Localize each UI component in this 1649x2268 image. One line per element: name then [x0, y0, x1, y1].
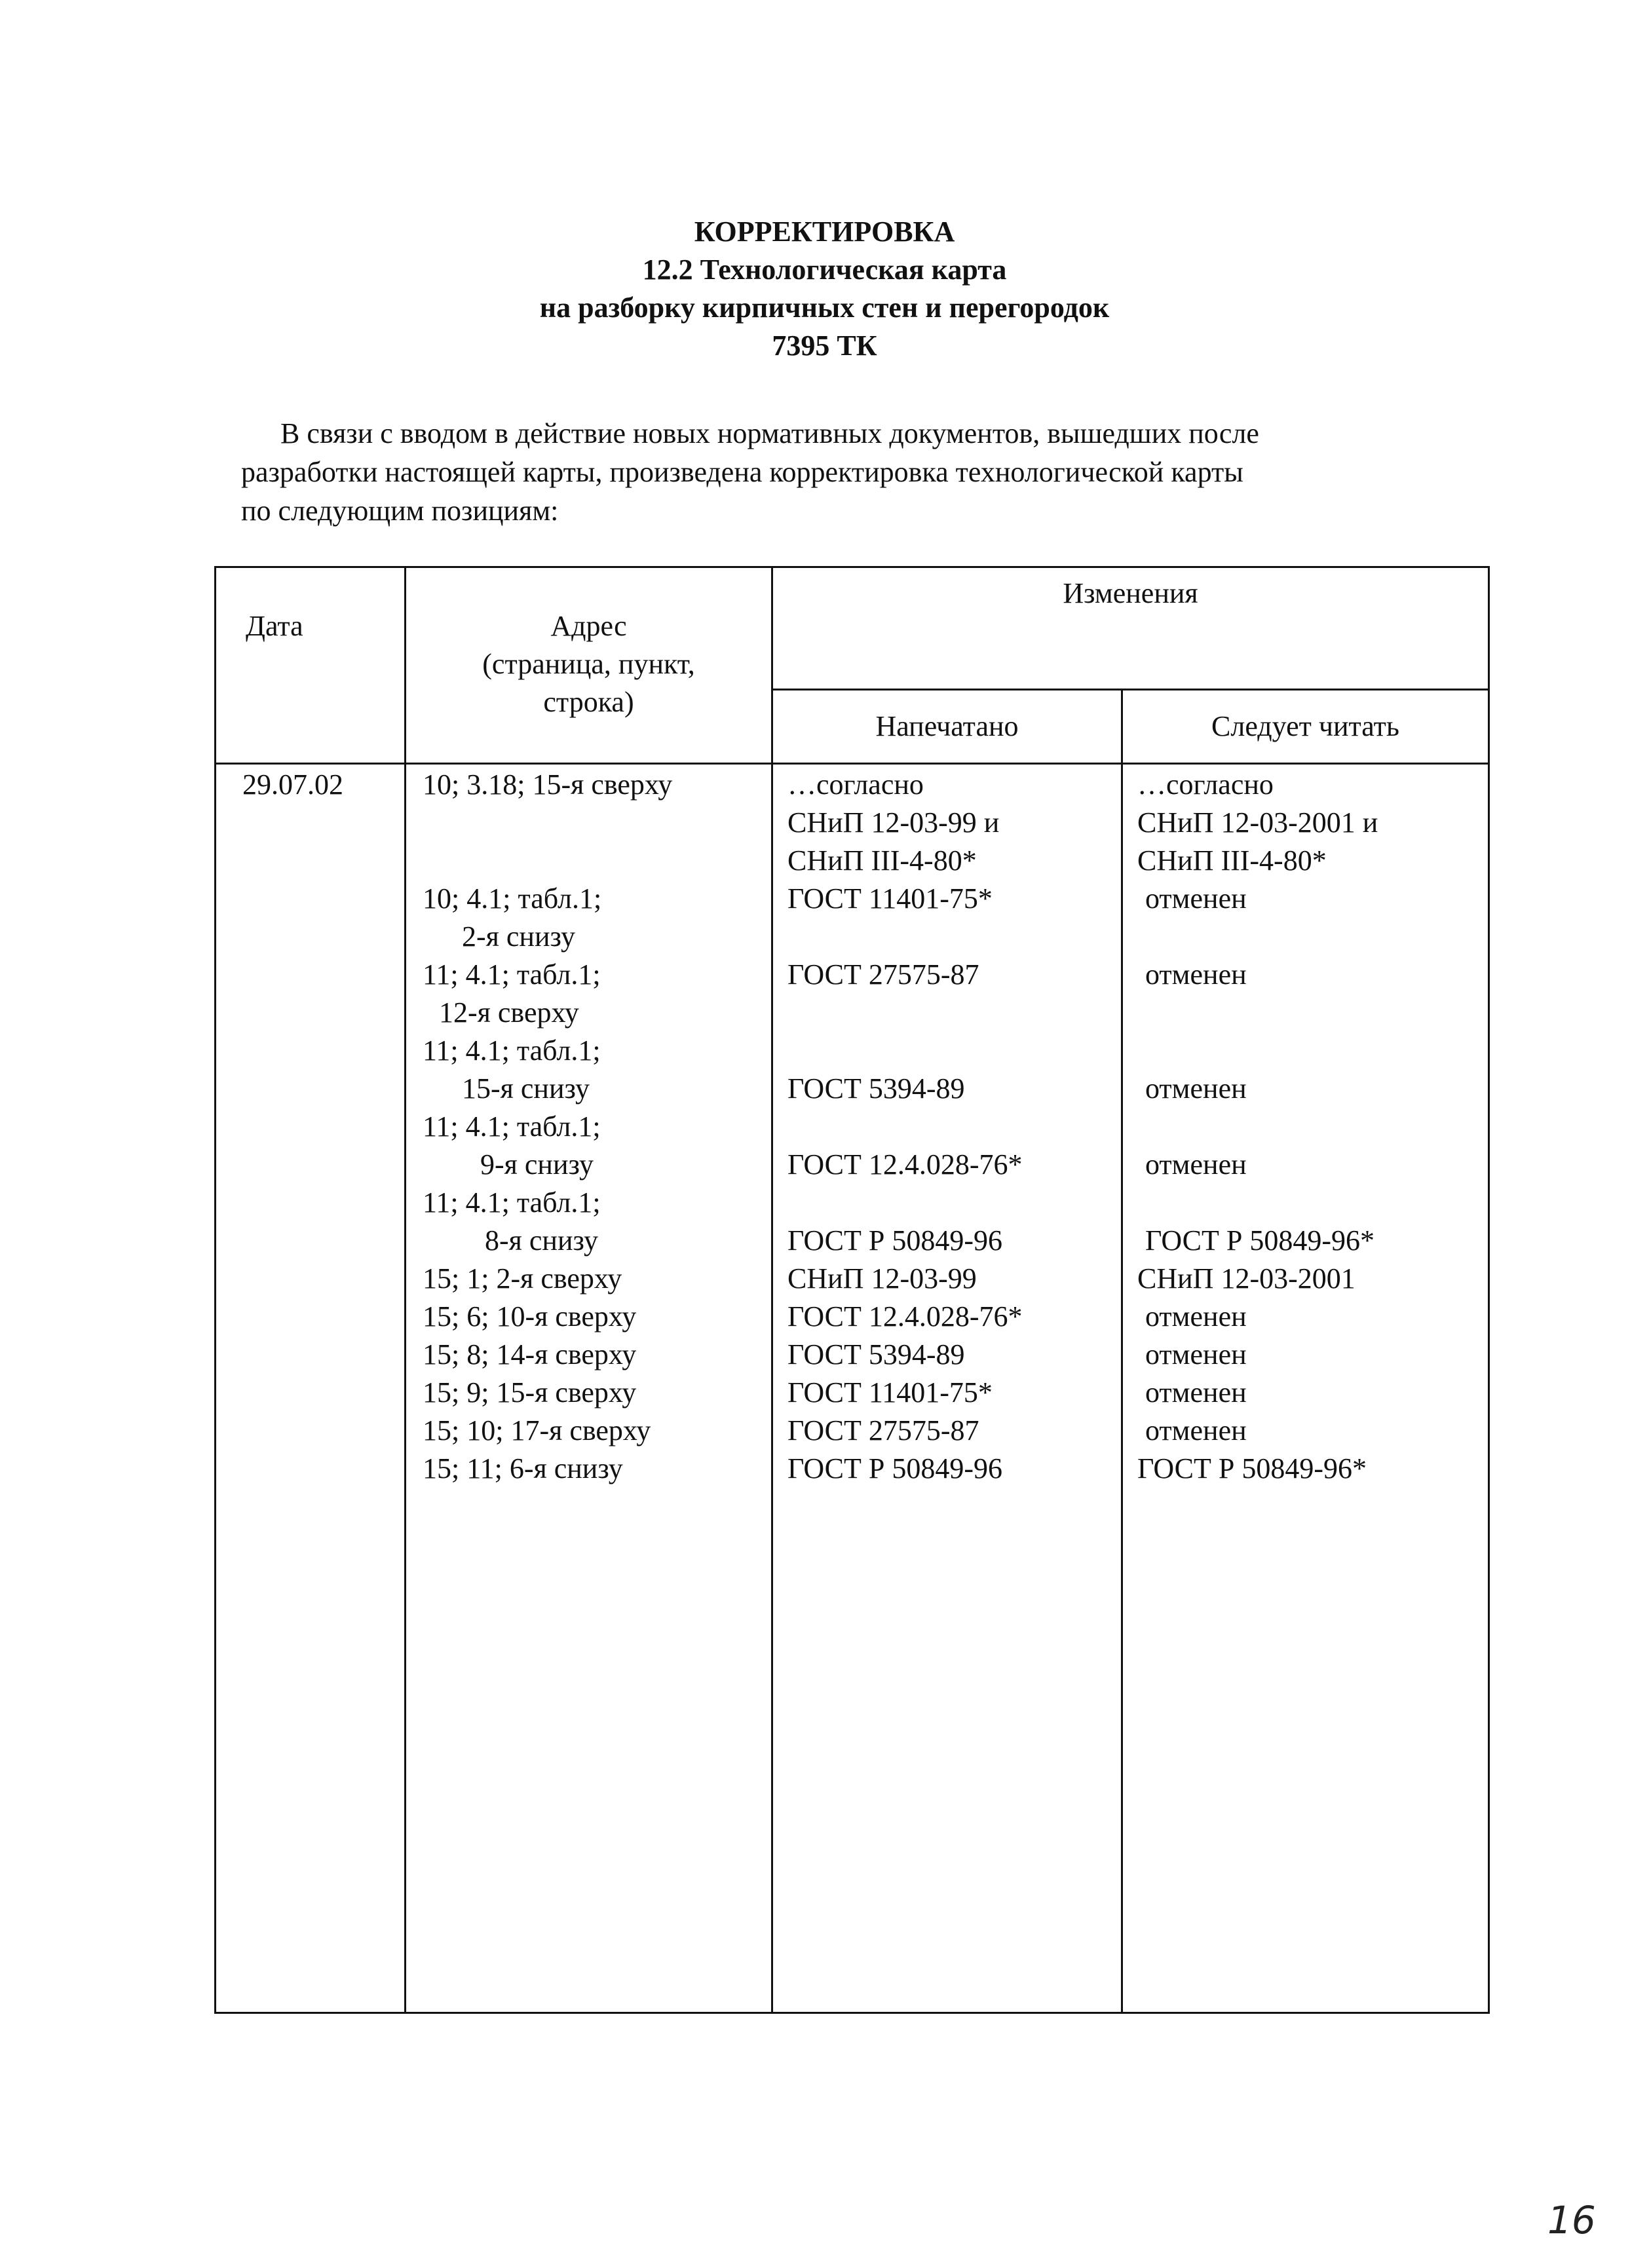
address-line: 15; 8; 14-я сверху	[423, 1338, 637, 1370]
table-row	[216, 764, 1489, 2013]
address-line: 15; 6; 10-я сверху	[423, 1300, 637, 1332]
printed-line: СНиП 12-03-99	[787, 1262, 977, 1295]
address-line: 15; 1; 2-я сверху	[423, 1262, 622, 1295]
read-line	[1137, 1108, 1488, 1146]
intro-line-3: по следующим позициям:	[241, 495, 559, 527]
address-line: 11; 4.1; табл.1;	[423, 958, 601, 991]
intro-paragraph	[241, 414, 1486, 530]
address-line	[423, 842, 771, 880]
address-line: 15; 9; 15-я сверху	[423, 1376, 637, 1408]
address-line: 11; 4.1; табл.1;	[423, 1110, 601, 1143]
address-line: 11; 4.1; табл.1;	[423, 1034, 601, 1067]
printed-line	[787, 1032, 1121, 1070]
printed-line: ГОСТ 11401-75*	[787, 1376, 993, 1408]
cell-address	[406, 764, 772, 2013]
date-value: 29.07.02	[242, 768, 343, 801]
address-line: 15; 11; 6-я снизу	[423, 1452, 623, 1484]
address-line: 15-я снизу	[462, 1072, 590, 1105]
read-line	[1137, 994, 1488, 1032]
printed-line: ГОСТ 11401-75*	[787, 882, 993, 915]
document-title-block	[0, 213, 1649, 365]
cell-printed	[772, 764, 1122, 2013]
printed-line: ГОСТ 27575-87	[787, 1414, 979, 1446]
read-line: отменен	[1145, 1338, 1247, 1370]
address-line: 9-я снизу	[480, 1148, 594, 1181]
title-section: 12.2 Технологическая карта	[642, 254, 1007, 286]
read-line: СНиП III-4-80*	[1137, 844, 1327, 877]
title-correction: КОРРЕКТИРОВКА	[694, 216, 955, 248]
header-date: Дата	[216, 567, 406, 764]
read-line	[1137, 1032, 1488, 1070]
header-printed: Напечатано	[772, 690, 1122, 764]
read-line: отменен	[1145, 1072, 1247, 1105]
read-line	[1137, 918, 1488, 956]
header-changes: Изменения	[772, 567, 1489, 690]
header-address-line: строка)	[543, 686, 634, 718]
address-line: 2-я снизу	[462, 920, 575, 953]
printed-line: ГОСТ 12.4.028-76*	[787, 1148, 1023, 1181]
title-subject: на разборку кирпичных стен и перегородок	[539, 292, 1110, 324]
address-line: 8-я снизу	[485, 1224, 598, 1257]
header-address-line: (страница, пункт,	[482, 648, 695, 680]
printed-line: СНиП III-4-80*	[787, 844, 977, 877]
read-line: отменен	[1145, 1414, 1247, 1446]
read-line: отменен	[1145, 882, 1247, 915]
page-number: 16	[1547, 2198, 1596, 2242]
address-line: 12-я сверху	[439, 996, 579, 1029]
read-line: СНиП 12-03-2001	[1137, 1262, 1355, 1295]
read-line: СНиП 12-03-2001 и	[1137, 806, 1378, 839]
printed-line	[787, 1108, 1121, 1146]
table-header-row	[216, 567, 1489, 690]
header-should-read: Следует читать	[1122, 690, 1489, 764]
read-line: ГОСТ Р 50849-96*	[1145, 1224, 1375, 1257]
read-line: ГОСТ Р 50849-96*	[1137, 1452, 1367, 1484]
printed-line: …согласно	[787, 768, 924, 801]
read-line	[1137, 1184, 1488, 1222]
read-line: отменен	[1145, 1376, 1247, 1408]
printed-line	[787, 1184, 1121, 1222]
printed-line: ГОСТ 27575-87	[787, 958, 979, 991]
address-line: 10; 4.1; табл.1;	[423, 882, 602, 915]
title-code: 7395 ТК	[772, 330, 877, 362]
address-line	[423, 804, 771, 842]
printed-line	[787, 994, 1121, 1032]
intro-line-1: В связи с вводом в действие новых нормативных документов, вышедших после	[280, 417, 1259, 449]
address-line: 15; 10; 17-я сверху	[423, 1414, 651, 1446]
read-line: отменен	[1145, 1148, 1247, 1181]
read-line: отменен	[1145, 958, 1247, 991]
printed-line: ГОСТ 5394-89	[787, 1072, 965, 1105]
cell-should-read	[1122, 764, 1489, 2013]
header-address-line: Адрес	[550, 610, 627, 642]
printed-line: ГОСТ 5394-89	[787, 1338, 965, 1370]
corrections-table	[214, 566, 1490, 2014]
address-line: 10; 3.18; 15-я сверху	[423, 768, 673, 801]
printed-line: СНиП 12-03-99 и	[787, 806, 1000, 839]
address-line: 11; 4.1; табл.1;	[423, 1186, 601, 1219]
printed-line: ГОСТ 12.4.028-76*	[787, 1300, 1023, 1332]
printed-line: ГОСТ Р 50849-96	[787, 1224, 1003, 1257]
header-address	[406, 567, 772, 764]
intro-line-2: разработки настоящей карты, произведена корректировка технологической карты	[241, 456, 1243, 488]
cell-date	[216, 764, 406, 2013]
printed-line	[787, 918, 1121, 956]
read-line: отменен	[1145, 1300, 1247, 1332]
printed-line: ГОСТ Р 50849-96	[787, 1452, 1003, 1484]
read-line: …согласно	[1137, 768, 1274, 801]
